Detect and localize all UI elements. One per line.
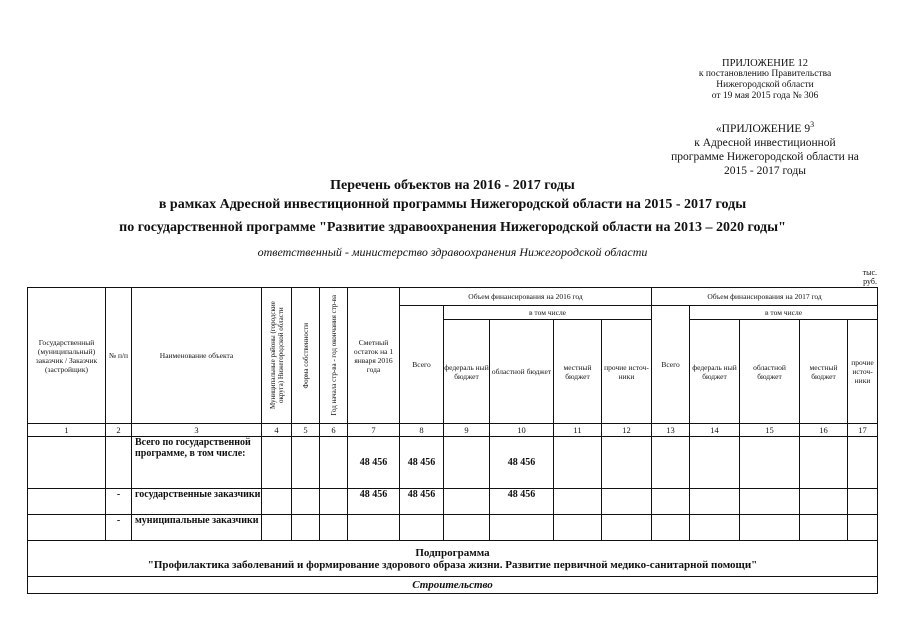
header-fin-2016: Объем финансирования на 2016 год <box>400 288 652 306</box>
appendix-9-line4: 2015 - 2017 годы <box>724 164 806 177</box>
subprogram-label: Подпрограмма <box>415 546 490 559</box>
header-local-2017: местный бюджет <box>800 320 848 424</box>
column-number: 13 <box>652 424 690 437</box>
row-mark <box>106 437 132 489</box>
section-row <box>28 577 878 594</box>
row-mark: - <box>106 515 132 541</box>
table-row <box>28 437 878 489</box>
row-name: государственные заказчики <box>132 489 262 515</box>
column-number: 15 <box>740 424 800 437</box>
row-name: муниципальные заказчики <box>132 515 262 541</box>
row-regional-2016 <box>490 515 554 541</box>
column-number: 4 <box>262 424 292 437</box>
subprogram-name: "Профилактика заболеваний и формирование здорового образа жизни. Развитие первичной медико-санитарной помощи" <box>147 558 758 571</box>
header-including-2016: в том числе <box>444 306 652 320</box>
header-total-2016: Всего <box>400 306 444 424</box>
column-number: 17 <box>848 424 878 437</box>
header-regional-2016: областной бюджет <box>490 320 554 424</box>
column-number: 10 <box>490 424 554 437</box>
row-balance: 48 456 <box>348 437 400 489</box>
subprogram-row <box>28 541 878 577</box>
header-districts <box>262 288 292 424</box>
appendix-9-block <box>640 118 890 178</box>
header-federal-2016: федераль ный бюджет <box>444 320 490 424</box>
row-total-2016 <box>400 515 444 541</box>
row-mark: - <box>106 489 132 515</box>
column-number: 1 <box>28 424 106 437</box>
header-start-year <box>320 288 348 424</box>
row-total-2016: 48 456 <box>400 437 444 489</box>
appendix-9-line2: к Адресной инвестиционной <box>694 136 836 149</box>
table-row <box>28 515 878 541</box>
header-districts-text: Муниципальные районы (городские округа) Нижегородской области <box>268 301 285 410</box>
column-number: 6 <box>320 424 348 437</box>
header-federal-2017: федераль ный бюджет <box>690 320 740 424</box>
unit-line1: тыс. <box>862 268 877 277</box>
column-numbers-row <box>28 424 878 437</box>
column-number: 5 <box>292 424 320 437</box>
header-local-2016: местный бюджет <box>554 320 602 424</box>
column-number: 11 <box>554 424 602 437</box>
appendix-12-line4: от 19 мая 2015 года № 306 <box>711 91 819 101</box>
header-regional-2017: областной бюджет <box>740 320 800 424</box>
table-row <box>28 489 878 515</box>
appendix-9-line3: программе Нижегородской области на <box>671 150 859 163</box>
header-num: № п/п <box>106 288 132 424</box>
appendix-9-sup: 3 <box>810 120 815 129</box>
header-row-1 <box>28 288 878 306</box>
header-customer: Государственный (муниципальный) заказчик / Заказчик (застройщик) <box>28 288 106 424</box>
section-title: Строительство <box>28 577 878 594</box>
appendix-12-line2: к постановлению Правительства <box>698 69 832 79</box>
row-balance <box>348 515 400 541</box>
appendix-12-line1: ПРИЛОЖЕНИЕ 12 <box>722 58 808 69</box>
column-number: 9 <box>444 424 490 437</box>
header-ownership <box>292 288 320 424</box>
objects-table <box>27 287 878 594</box>
column-number: 8 <box>400 424 444 437</box>
header-other-2017: прочие источ- ники <box>848 320 878 424</box>
header-ownership-text: Форма собственности <box>301 322 310 389</box>
document-title-line2: в рамках Адресной инвестиционной программы Нижегородской области на 2015 - 2017 годы <box>158 197 747 212</box>
header-fin-2017: Объем финансирования на 2017 год <box>652 288 878 306</box>
responsible-ministry: ответственный - министерство здравоохранения Нижегородской области <box>257 245 648 259</box>
header-start-year-text: Год начала стр-ва - год окончания стр-ва <box>329 295 338 416</box>
header-balance: Сметный остаток на 1 января 2016 года <box>348 288 400 424</box>
row-regional-2016: 48 456 <box>490 437 554 489</box>
column-number: 2 <box>106 424 132 437</box>
document-title-line1: Перечень объектов на 2016 - 2017 годы <box>330 178 575 193</box>
column-number: 16 <box>800 424 848 437</box>
appendix-12-block <box>660 58 870 102</box>
unit-label <box>853 268 877 286</box>
appendix-12-line3: Нижегородской области <box>716 80 814 90</box>
header-object-name: Наименование объекта <box>132 288 262 424</box>
row-balance: 48 456 <box>348 489 400 515</box>
column-number: 3 <box>132 424 262 437</box>
subprogram-cell <box>28 541 878 577</box>
appendix-9-line1 <box>640 118 890 136</box>
column-number: 12 <box>602 424 652 437</box>
row-total-2016: 48 456 <box>400 489 444 515</box>
header-total-2017: Всего <box>652 306 690 424</box>
header-including-2017: в том числе <box>690 306 878 320</box>
column-number: 7 <box>348 424 400 437</box>
appendix-9-title: «ПРИЛОЖЕНИЕ 9 <box>715 122 811 135</box>
document-title-line3: по государственной программе "Развитие здравоохранения Нижегородской области на 2013 – 2020 годы" <box>119 220 786 235</box>
column-number: 14 <box>690 424 740 437</box>
header-other-2016: прочие источ- ники <box>602 320 652 424</box>
unit-line2: руб. <box>863 277 877 286</box>
row-regional-2016: 48 456 <box>490 489 554 515</box>
row-name: Всего по государственной программе, в том числе: <box>132 437 262 489</box>
